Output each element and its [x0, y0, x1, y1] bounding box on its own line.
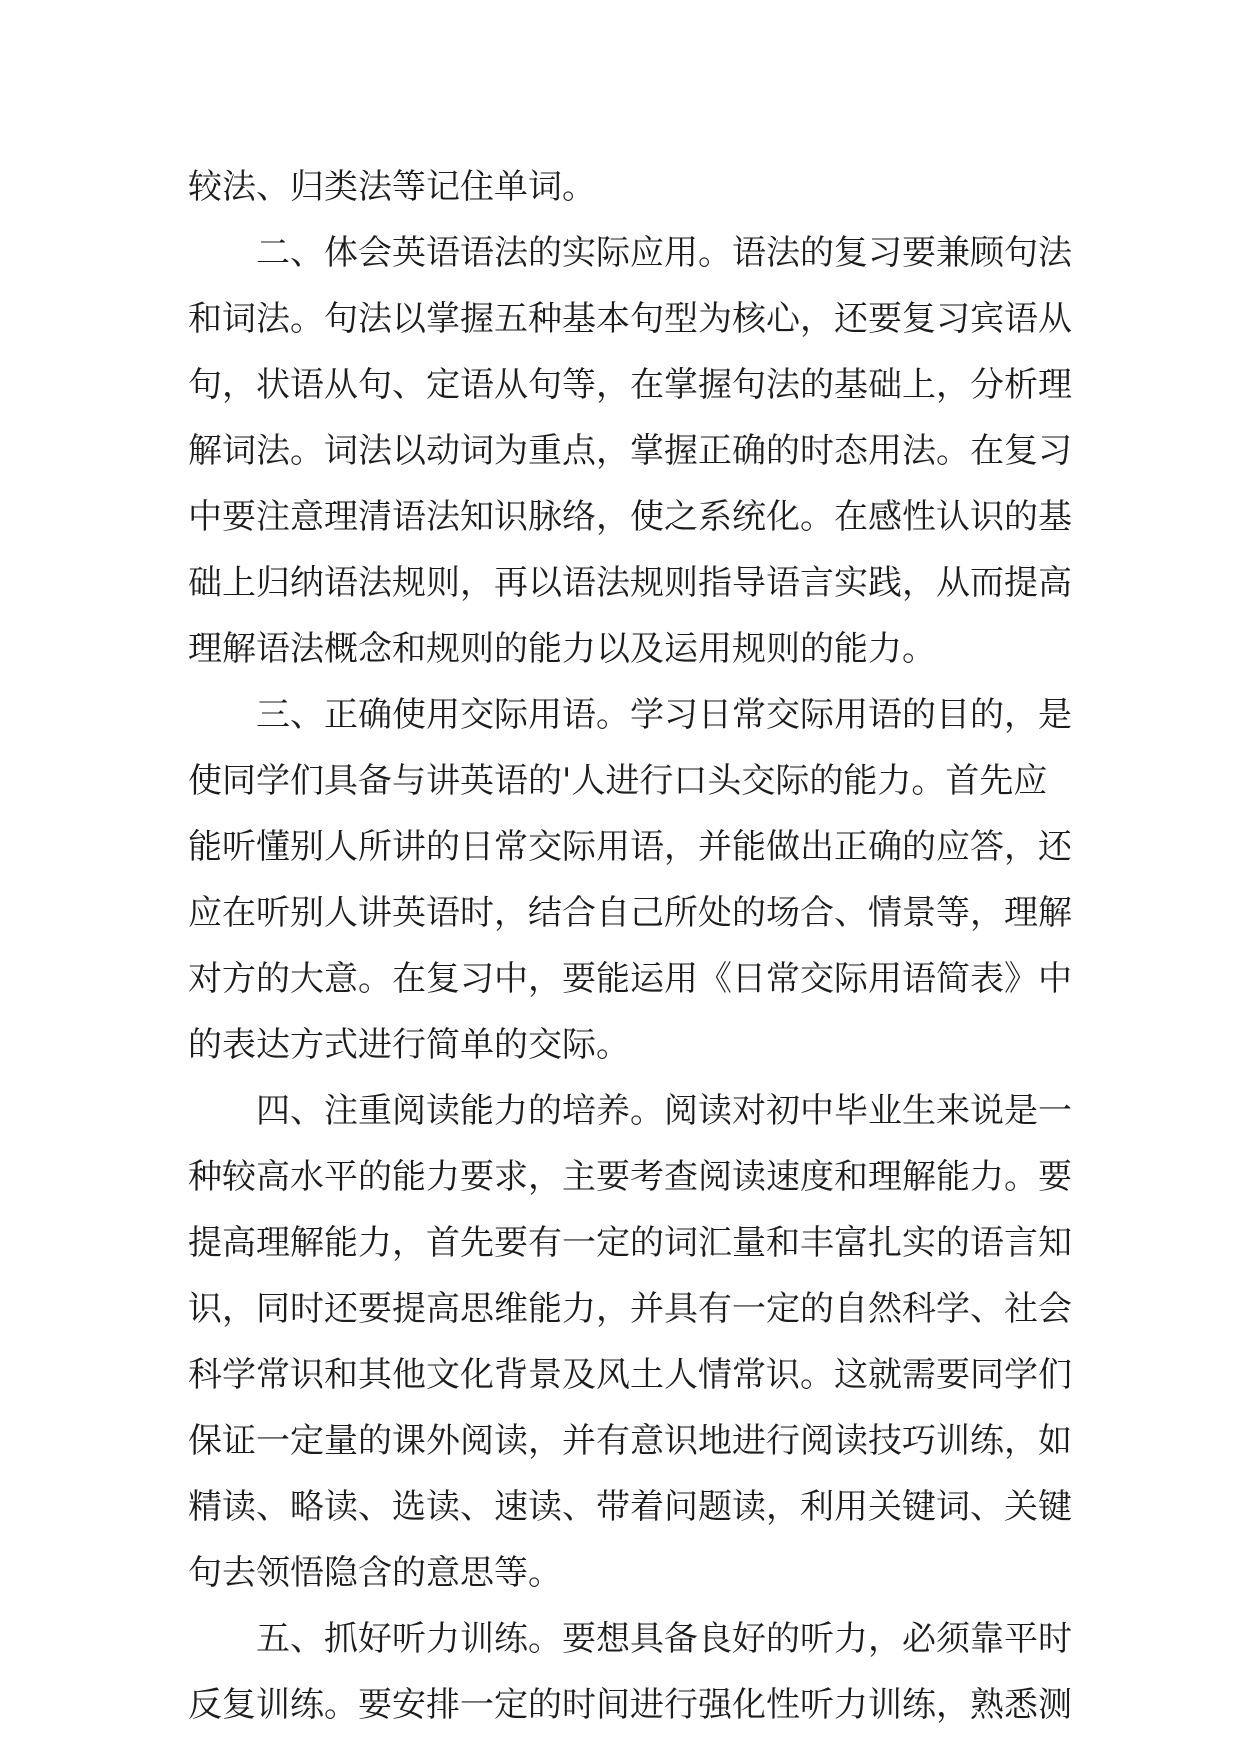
text-line: 理解语法概念和规则的能力以及运用规则的能力。 — [188, 629, 936, 669]
text-line: 提高理解能力，首先要有一定的词汇量和丰富扎实的语言知 — [188, 1223, 1072, 1263]
text-line: 识，同时还要提高思维能力，并具有一定的自然科学、社会 — [188, 1289, 1072, 1329]
section-heading-line: 五、抓好听力训练。要想具备良好的听力，必须靠平时 — [256, 1619, 1072, 1659]
text-line: 种较高水平的能力要求，主要考查阅读速度和理解能力。要 — [188, 1157, 1072, 1197]
text-line: 句，状语从句、定语从句等，在掌握句法的基础上，分析理 — [188, 365, 1072, 405]
text-line: 科学常识和其他文化背景及风土人情常识。这就需要同学们 — [188, 1355, 1072, 1395]
text-line: 句去领悟隐含的意思等。 — [188, 1553, 562, 1593]
text-line: 能听懂别人所讲的日常交际用语，并能做出正确的应答，还 — [188, 827, 1072, 867]
text-line: 较法、归类法等记住单词。 — [188, 167, 596, 207]
text-line: 和词法。句法以掌握五种基本句型为核心，还要复习宾语从 — [188, 299, 1072, 339]
text-line: 的表达方式进行简单的交际。 — [188, 1025, 630, 1065]
section-heading-line: 二、体会英语语法的实际应用。语法的复习要兼顾句法 — [256, 233, 1072, 273]
section-heading-line: 四、注重阅读能力的培养。阅读对初中毕业生来说是一 — [256, 1091, 1072, 1131]
text-line: 使同学们具备与讲英语的'人进行口头交际的能力。首先应 — [188, 761, 1048, 801]
text-line: 保证一定量的课外阅读，并有意识地进行阅读技巧训练，如 — [188, 1421, 1072, 1461]
text-line: 础上归纳语法规则，再以语法规则指导语言实践，从而提高 — [188, 563, 1072, 603]
text-line: 应在听别人讲英语时，结合自己所处的场合、情景等，理解 — [188, 893, 1072, 933]
text-line: 反复训练。要安排一定的时间进行强化性听力训练，熟悉测 — [188, 1685, 1072, 1725]
text-line: 精读、略读、选读、速读、带着问题读，利用关键词、关键 — [188, 1487, 1072, 1527]
text-line: 对方的大意。在复习中，要能运用《日常交际用语简表》中 — [188, 959, 1072, 999]
text-line: 中要注意理清语法知识脉络，使之系统化。在感性认识的基 — [188, 497, 1072, 537]
section-heading-line: 三、正确使用交际用语。学习日常交际用语的目的，是 — [256, 695, 1072, 735]
text-line: 解词法。词法以动词为重点，掌握正确的时态用法。在复习 — [188, 431, 1072, 471]
document-body — [188, 154, 1072, 1738]
